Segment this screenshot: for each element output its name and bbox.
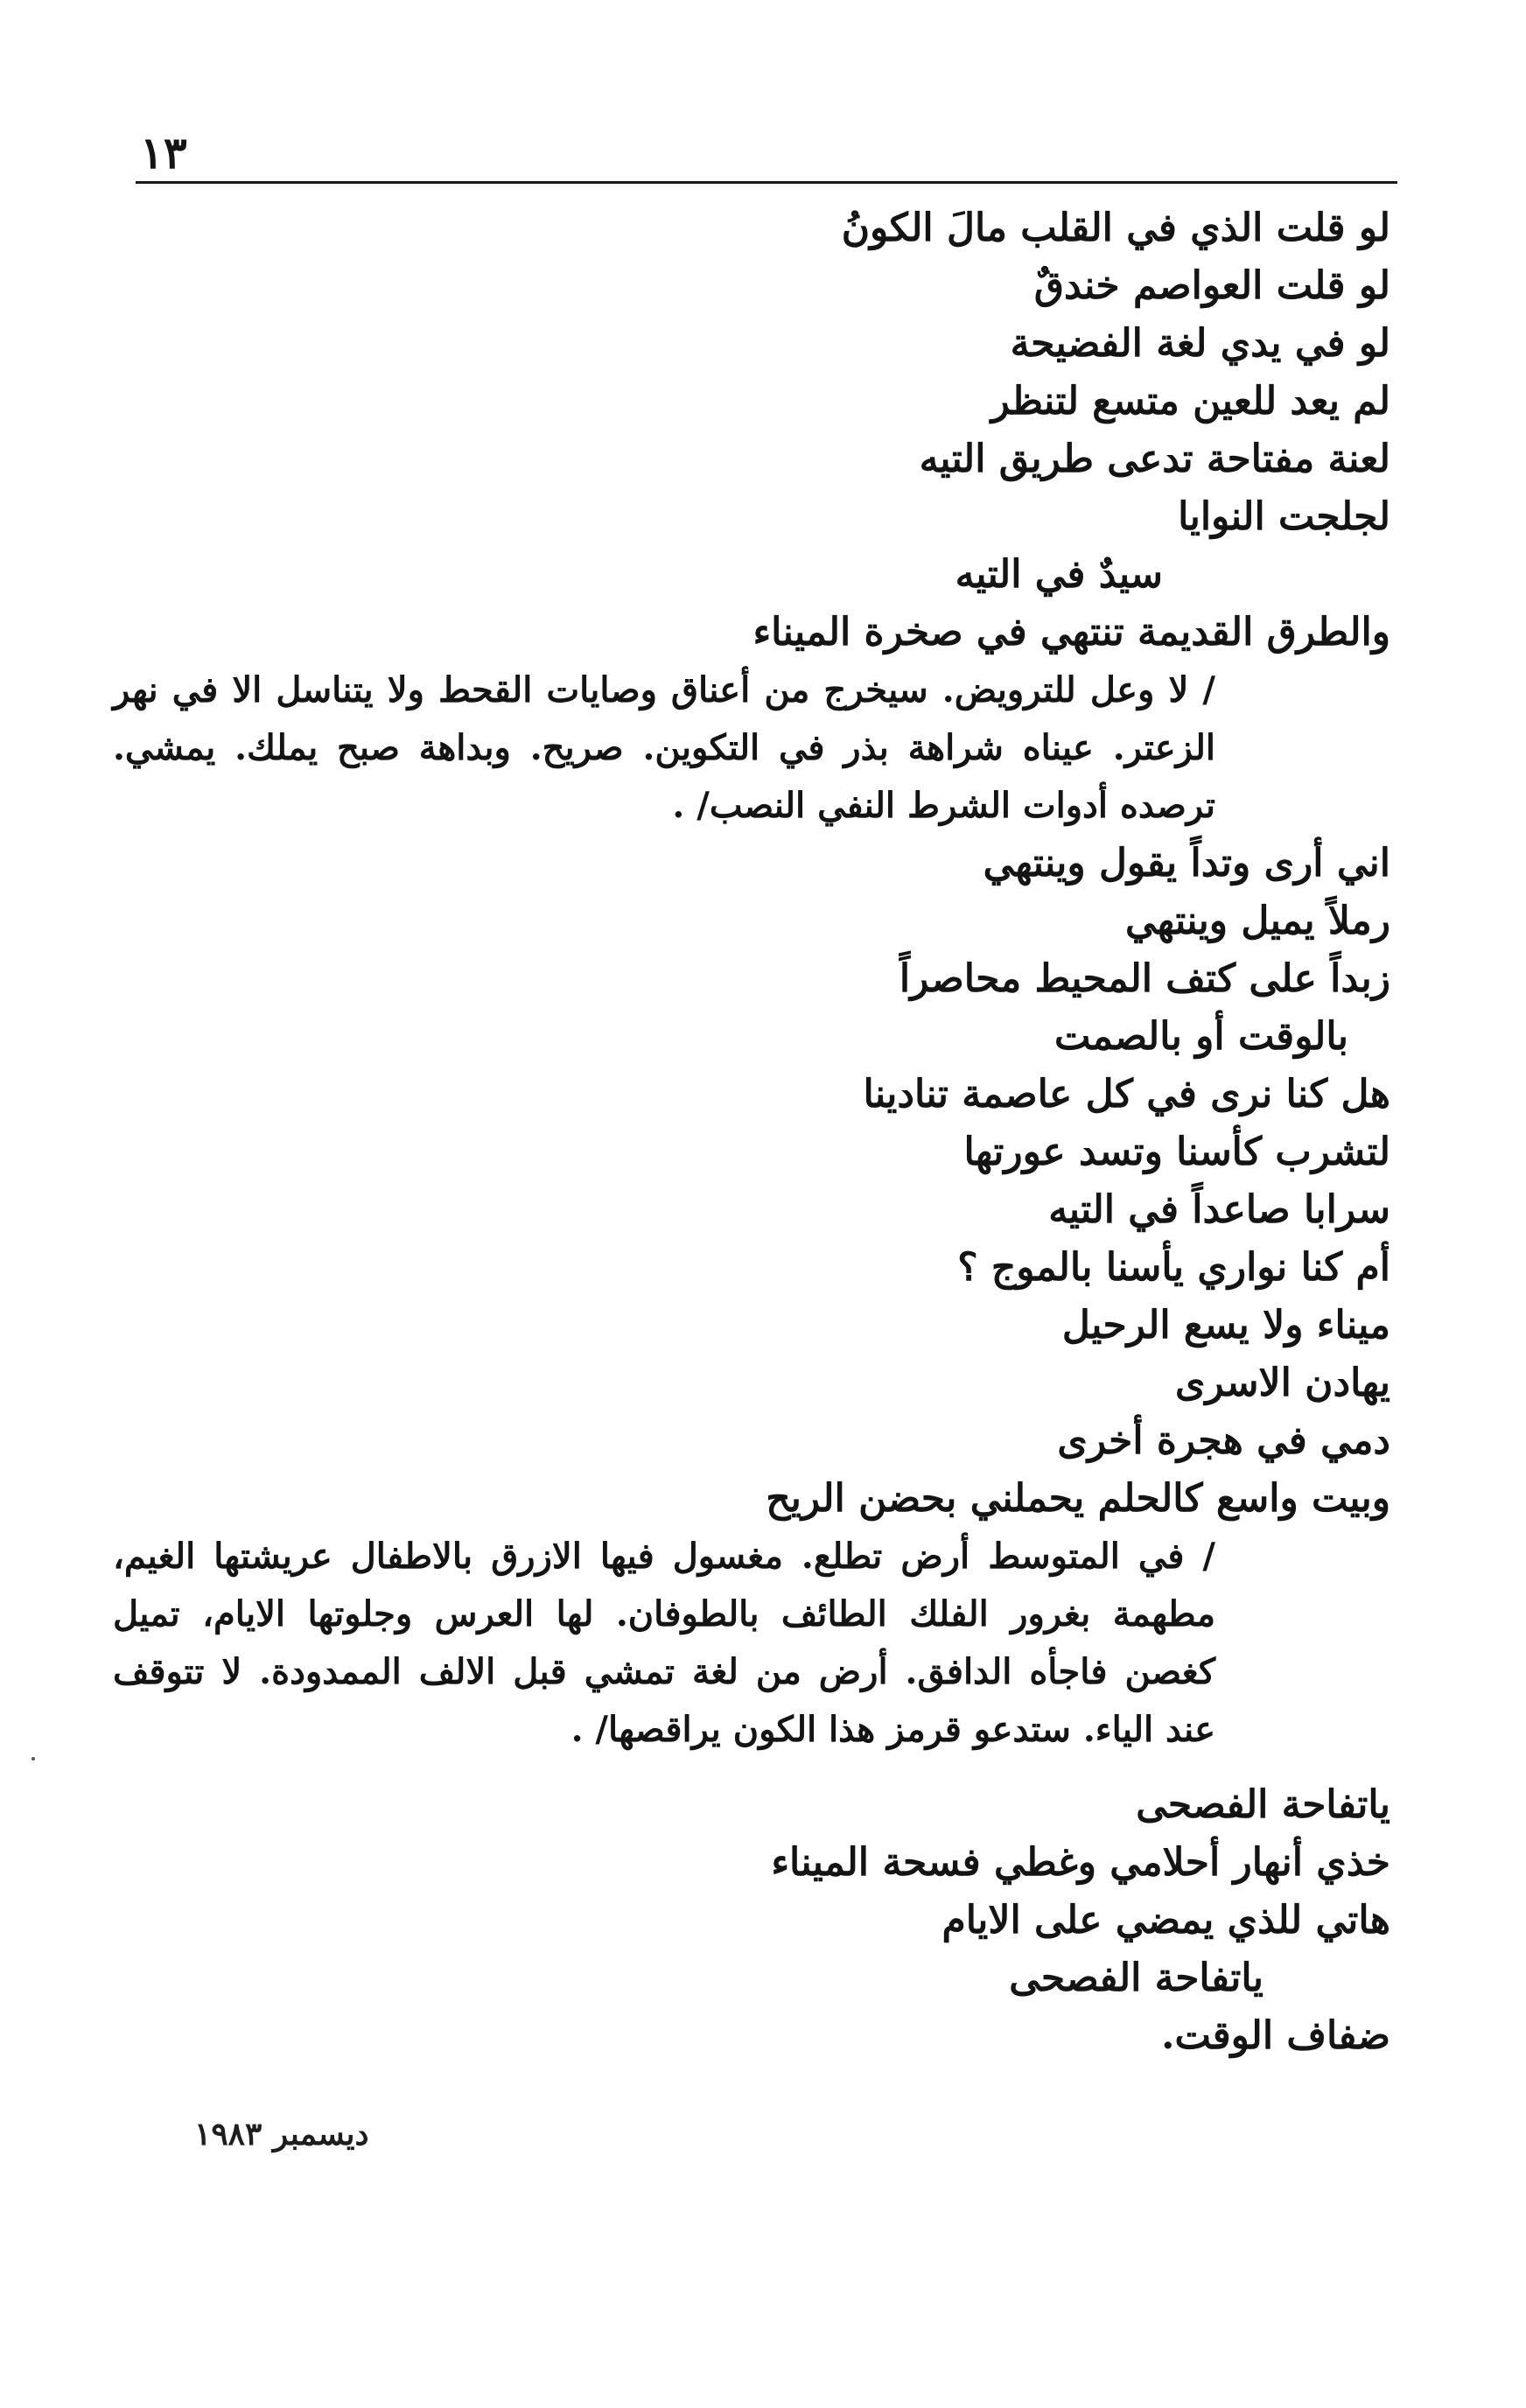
verse-line: ياتفاحة الفصحى [1009, 1956, 1264, 2000]
prose-passage: / لا وعل للترويض. سيخرج من أعناق وصايات القحط ولا يتناسل الا في نهر الزعتر. عيناه شراهة بذر في التكوين. صريح. وبداهة صبح يملك. يمشي. ترصده أدوات الشرط النفي النصب/ . [113, 669, 1215, 826]
verse-line: سرابا صاعداً في التيه [1048, 1187, 1390, 1232]
verse-line: زبداً على كتف المحيط محاصراً [899, 956, 1390, 1001]
verse-line: لعنة مفتاحة تدعى طريق التيه [919, 437, 1390, 481]
verse-line: لجلجت النوايا [1178, 494, 1390, 539]
verse-line: ضفاف الوقت. [1161, 2013, 1390, 2058]
verse-line: هاتي للذي يمضي على الايام [942, 1898, 1390, 1942]
verse-line: يهادن الاسرى [1174, 1361, 1390, 1405]
verse-line: رملاً يميل وينتهي [1125, 899, 1390, 943]
verse-line: لو قلت الذي في القلب مالَ الكونُ [841, 206, 1390, 250]
verse-line: خذي أنهار أحلامي وغطي فسحة الميناء [771, 1840, 1390, 1885]
prose-passage: / في المتوسط أرض تطلع. مغسول فيها الازرق بالاطفال عريشتها الغيم، مطهمة بغرور الفلك الطائف بالطوفان. لها العرس وجلوتها الايام، تميل كغصن فاجأه الدافق. أرض من لغة تمشي قبل الالف الممدودة. لا تتوقف عند الياء. ستدعو قرمز هذا الكون يراقصها/ . [113, 1536, 1215, 1750]
date-line: ديسمبر ١٩٨٣ [194, 2116, 369, 2152]
verse-line: أم كنا نواري يأسنا بالموج ؟ [957, 1245, 1390, 1290]
verse-line: ياتفاحة الفصحى [1136, 1782, 1390, 1827]
scan-speck [32, 1757, 35, 1760]
verse-line: ميناء ولا يسع الرحيل [1061, 1303, 1390, 1348]
page-number: ١٣ [140, 127, 187, 178]
verse-line: لتشرب كأسنا وتسد عورتها [963, 1130, 1390, 1174]
verse-line: والطرق القديمة تنتهي في صخرة الميناء [752, 610, 1390, 654]
verse-line: لو قلت العواصم خندقٌ [1033, 263, 1390, 308]
verse-line: اني أرى وتداً يقول وينتهي [983, 841, 1390, 886]
verse-line: لو في يدي لغة الفضيحة [1010, 321, 1390, 366]
verse-line: دمي في هجرة أخرى [1057, 1418, 1390, 1463]
verse-line: وبيت واسع كالحلم يحملني بحضن الريح [766, 1476, 1390, 1521]
verse-line: لم يعد للعين متسع لتنظر [990, 379, 1390, 424]
header-rule [136, 181, 1397, 184]
verse-line: بالوقت أو بالصمت [1054, 1014, 1348, 1059]
verse-line: سيدٌ في التيه [955, 552, 1163, 597]
verse-line: هل كنا نرى في كل عاصمة تنادينا [863, 1072, 1390, 1116]
poem-body [113, 200, 1390, 2065]
